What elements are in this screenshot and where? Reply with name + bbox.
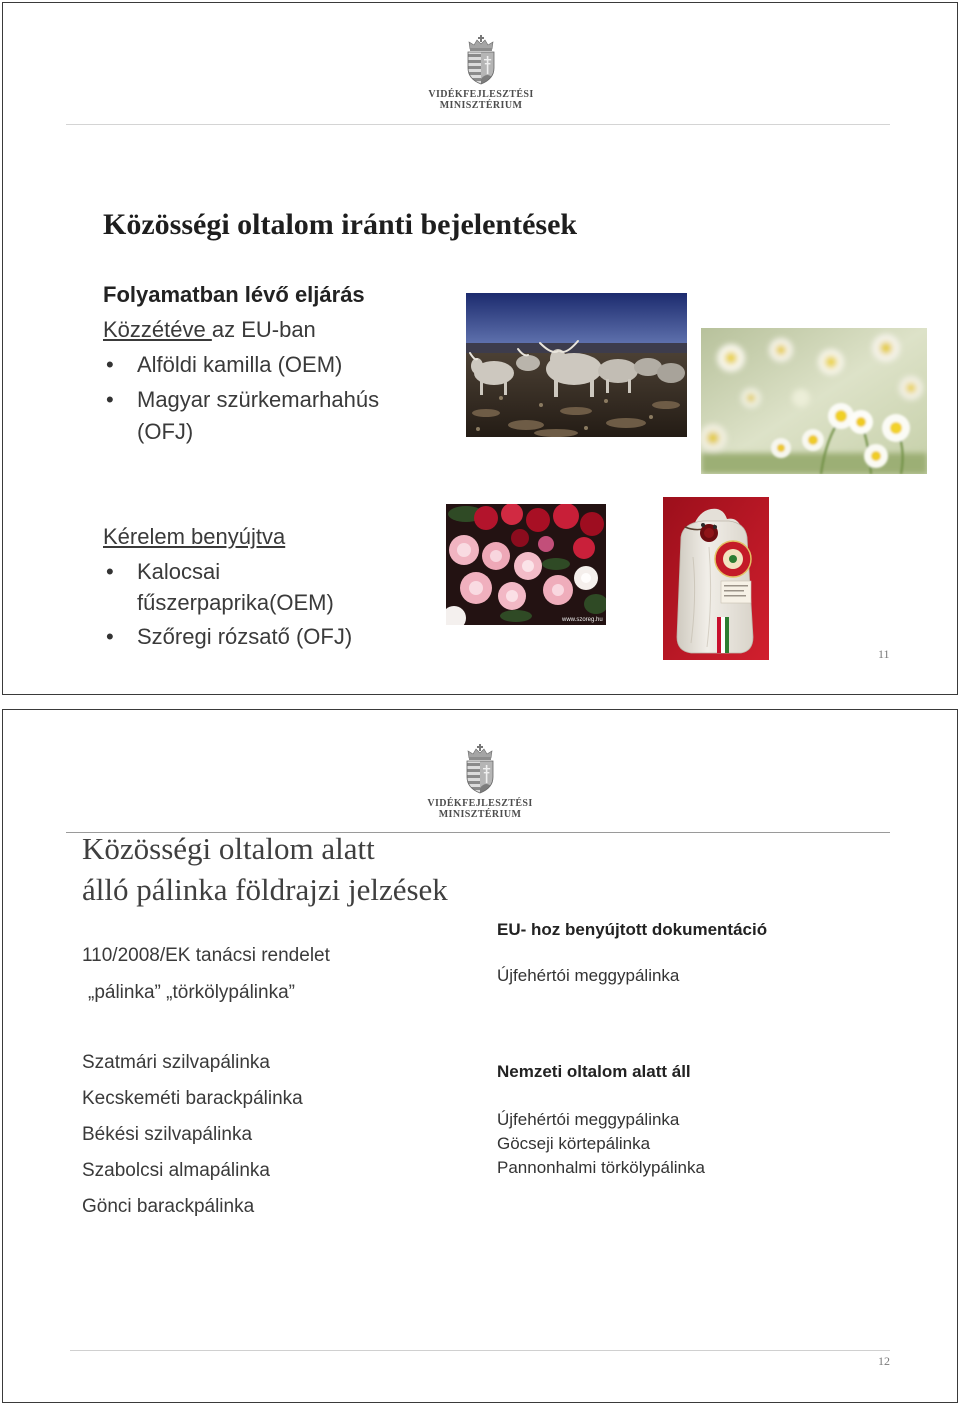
ministry-logo: [421, 35, 541, 111]
list-item: Szatmári szilvapálinka: [82, 1052, 270, 1073]
bullet-icon: •: [106, 387, 114, 412]
roses-image: [446, 504, 606, 625]
list-item: Gönci barackpálinka: [82, 1196, 255, 1217]
requested-label: Kérelem benyújtva: [103, 524, 286, 549]
chamomile-photo: [701, 328, 927, 474]
regulated-terms: „pálinka” „törkölypálinka”: [88, 982, 295, 1003]
published-item: [106, 384, 379, 448]
requested-item-text: Kalocsai fűszerpaprika(OEM): [137, 559, 334, 615]
published-label-underlined: Közzétéve: [103, 317, 212, 342]
logo-line-1: VIDÉKFEJLESZTÉSI: [427, 798, 533, 809]
header-rule: [66, 124, 890, 125]
requested-item-text: Szőregi rózsatő (OFJ): [137, 624, 353, 649]
requested-item: [106, 621, 352, 653]
published-item-text: Magyar szürkemarhahús (OFJ): [137, 387, 380, 444]
status-heading: Folyamatban lévő eljárás: [103, 282, 365, 307]
logo-line-2: MINISZTÉRIUM: [438, 809, 522, 820]
list-item: Szabolcsi almapálinka: [82, 1160, 270, 1181]
footer-rule: [70, 1350, 890, 1351]
list-item: Békési szilvapálinka: [82, 1124, 253, 1145]
logo-line-2: MINISZTÉRIUM: [439, 100, 523, 111]
slide-11: [2, 2, 958, 695]
list-item: Pannonhalmi törkölypálinka: [497, 1158, 705, 1177]
page-number: 12: [878, 1354, 890, 1368]
requested-item: [106, 556, 334, 618]
national-protection-list: [497, 1108, 705, 1180]
regulation-reference: 110/2008/EK tanácsi rendelet: [82, 945, 330, 966]
national-protection-heading: Nemzeti oltalom alatt áll: [497, 1062, 691, 1081]
photo-watermark: www.szoreg.hu: [562, 617, 603, 623]
logo-line-1: VIDÉKFEJLESZTÉSI: [428, 89, 534, 100]
grey-cattle-photo: [466, 293, 687, 437]
slide-title: Közösségi oltalom alatt álló pálinka földrajzi jelzések: [82, 831, 448, 907]
list-item: Újfehértói meggypálinka: [497, 966, 680, 985]
bullet-icon: •: [106, 352, 114, 377]
chamomile-image: [701, 328, 927, 474]
bullet-icon: •: [106, 559, 114, 584]
paprika-bag-photo: [663, 497, 769, 660]
slide-12: [2, 709, 958, 1403]
coat-of-arms-icon: [460, 744, 500, 794]
published-label-rest: az EU-ban: [211, 317, 316, 342]
slide-title: Közösségi oltalom iránti bejelentések: [103, 208, 578, 241]
list-item: Kecskeméti barackpálinka: [82, 1088, 303, 1109]
list-item: Göcseji körtepálinka: [497, 1134, 651, 1153]
eu-submitted-heading: EU- hoz benyújtott dokumentáció: [497, 920, 768, 939]
published-item-text: Alföldi kamilla (OEM): [137, 352, 343, 377]
list-item: Újfehértói meggypálinka: [497, 1110, 680, 1129]
published-item: [106, 349, 342, 381]
coat-of-arms-icon: [461, 35, 501, 85]
eu-submitted-list: [497, 964, 679, 988]
roses-photo: [446, 504, 606, 625]
published-label: [103, 314, 316, 346]
protected-pálinka-list: [82, 1045, 303, 1225]
bullet-icon: •: [106, 624, 114, 649]
page-number: 11: [878, 647, 890, 661]
ministry-logo: [420, 744, 540, 820]
paprika-bag-image: [663, 497, 769, 660]
grey-cattle-image: [466, 293, 687, 437]
